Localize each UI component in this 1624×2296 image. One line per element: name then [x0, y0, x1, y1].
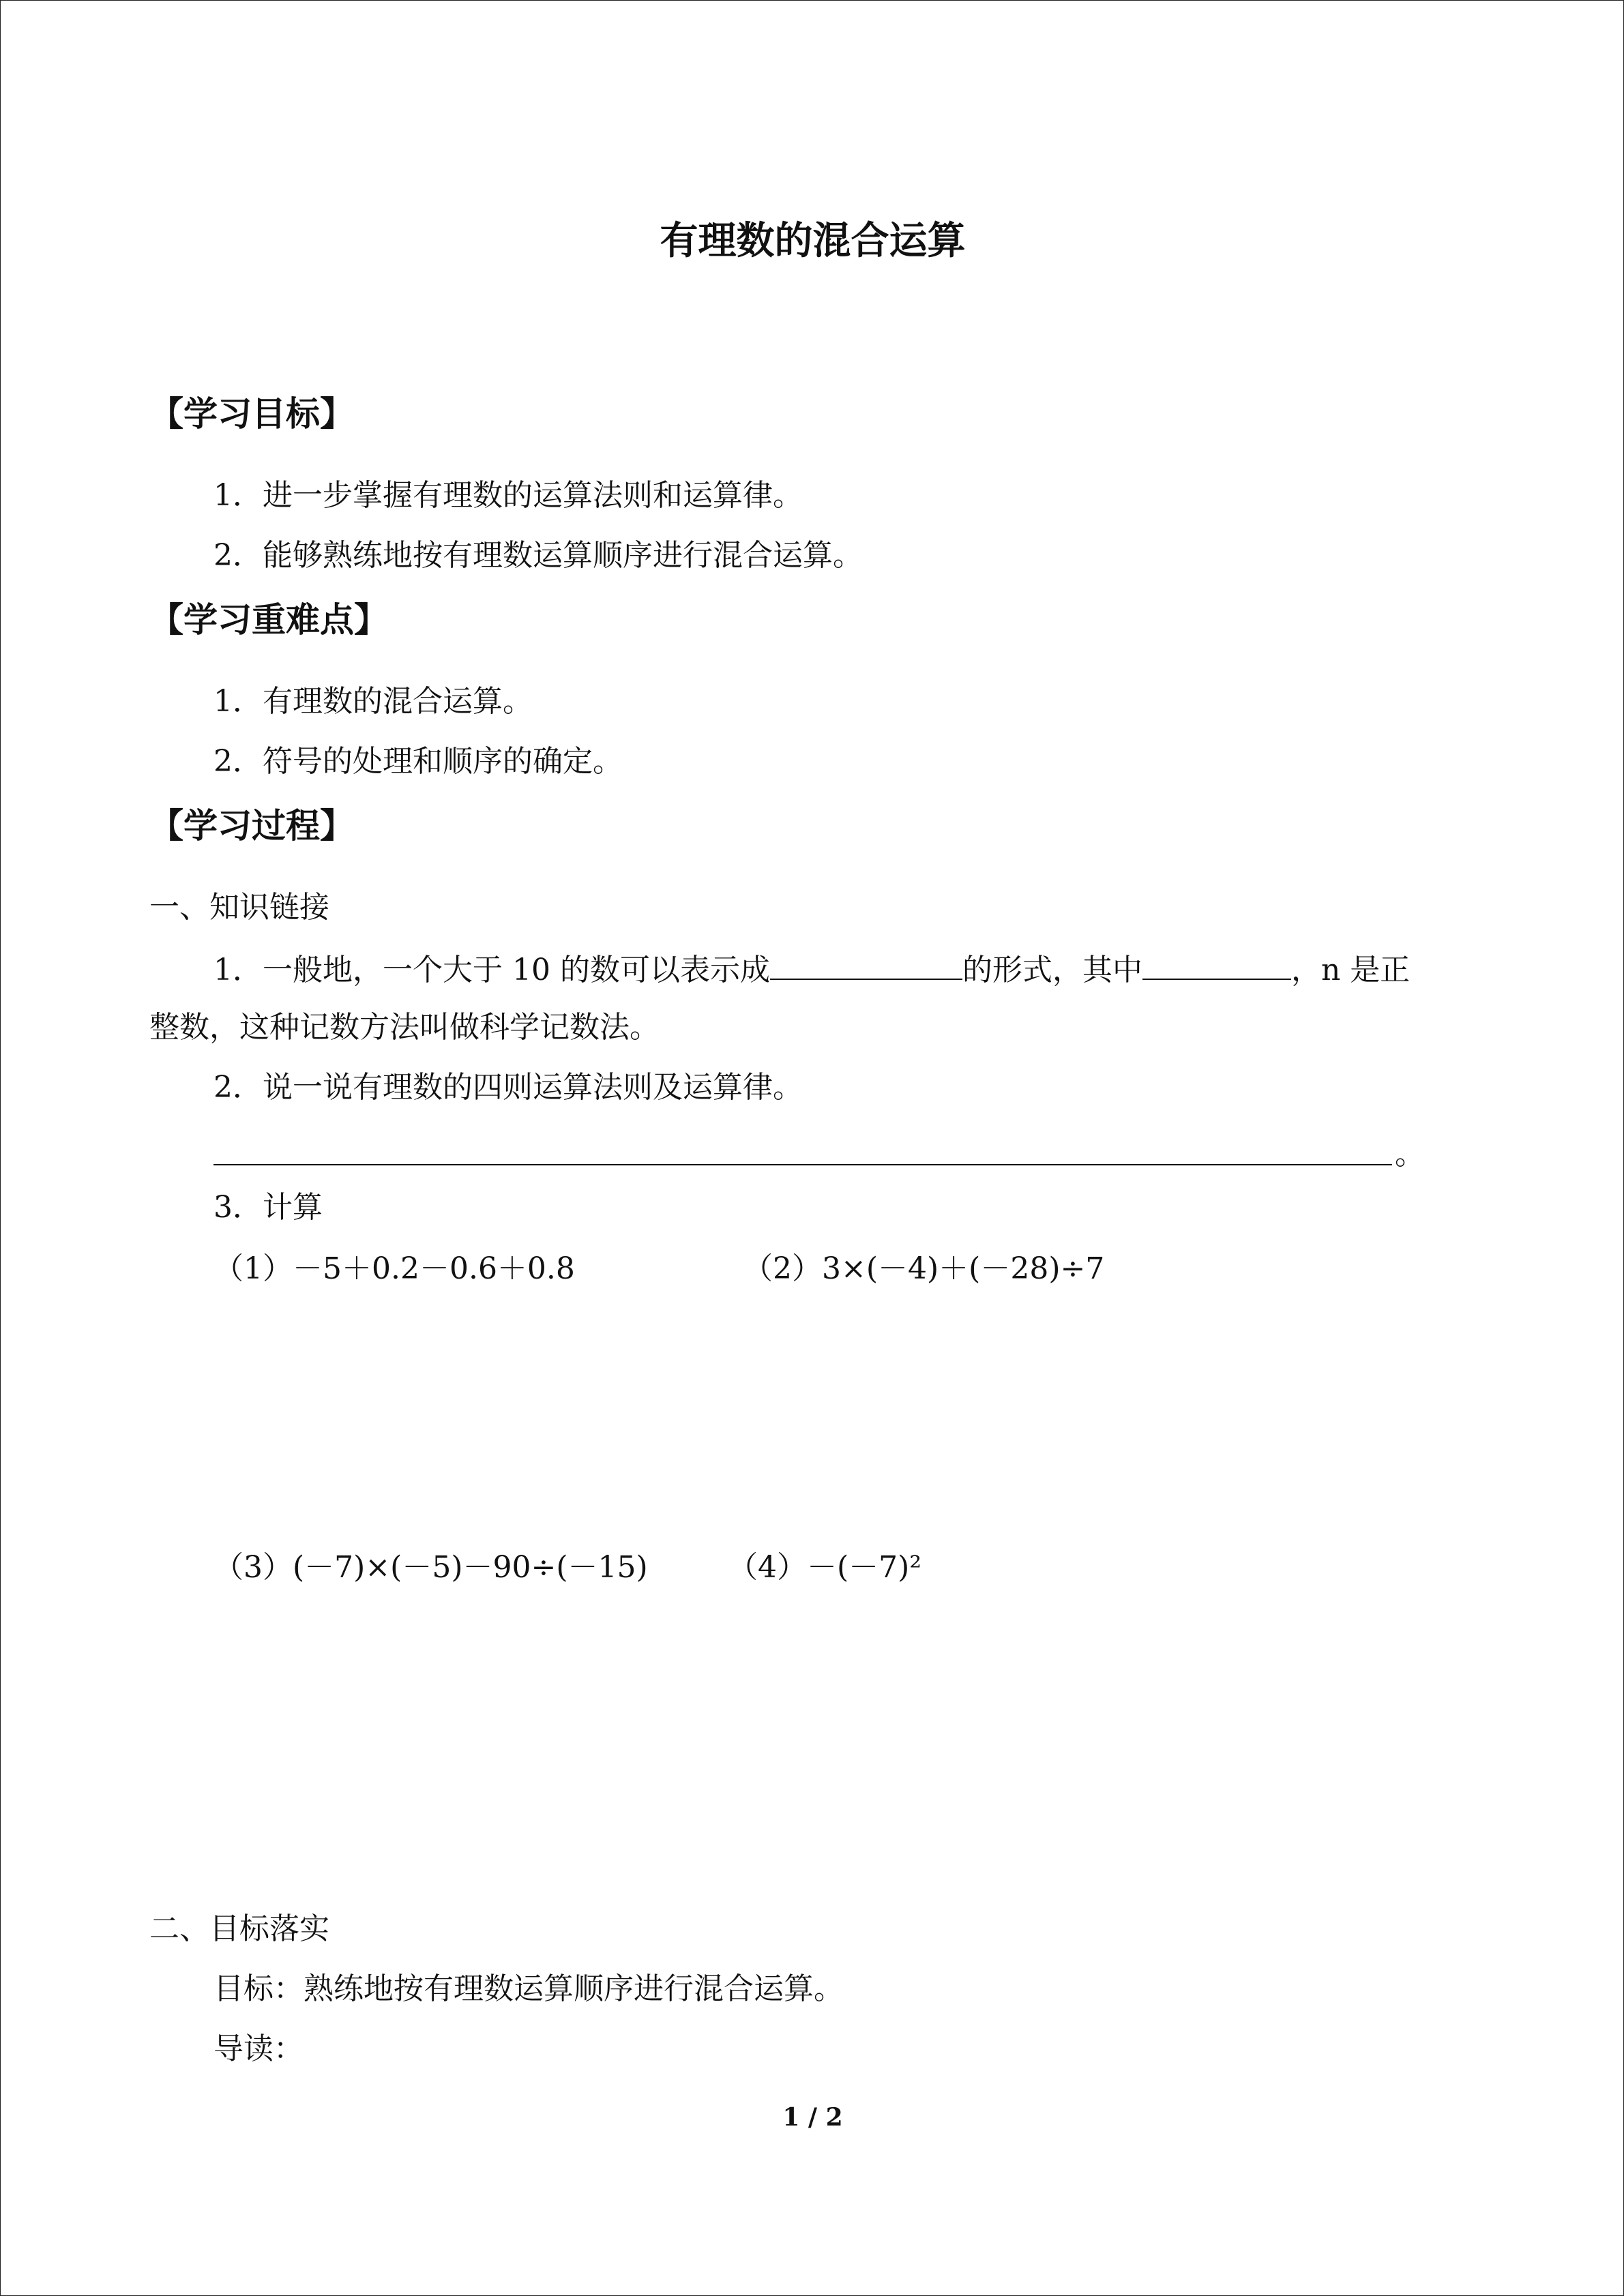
question-1-text-b: 的形式，其中: [962, 953, 1142, 987]
section-heading-process: 【学习过程】: [149, 806, 354, 846]
answer-blank-range[interactable]: [1142, 949, 1291, 980]
section-heading-key-points: 【学习重难点】: [149, 600, 388, 640]
part2-goal: 目标：熟练地按有理数运算顺序进行混合运算。: [213, 1971, 844, 2006]
question-2-text: 2．说一说有理数的四则运算法则及运算律。: [213, 1070, 803, 1105]
key-point-item-2: 2．符号的处理和顺序的确定。: [213, 744, 623, 779]
question-1-continuation: 整数，这种记数方法叫做科学记数法。: [149, 1010, 660, 1045]
part2-guide: 导读：: [213, 2031, 304, 2066]
answer-blank-scientific-form[interactable]: [770, 949, 962, 980]
calc-problem-1: （1）－5＋0.2－0.6＋0.8: [213, 1251, 575, 1286]
section-heading-goals: 【学习目标】: [149, 394, 354, 434]
calc-problem-3: （3）(－7)×(－5)－90÷(－15): [213, 1550, 648, 1585]
page-number: 1 / 2: [782, 2103, 843, 2132]
question-1-text-a: 1．一般地，一个大于 10 的数可以表示成: [213, 953, 770, 987]
calc-problem-2: （2）3×(－4)＋(－28)÷7: [743, 1251, 1105, 1286]
question-1-text-c: ，n 是正: [1290, 953, 1411, 987]
page-title: 有理数的混合运算: [660, 219, 966, 263]
goal-item-2: 2．能够熟练地按有理数运算顺序进行混合运算。: [213, 538, 863, 573]
part2-heading: 二、目标落实: [149, 1911, 329, 1946]
question-3-label: 3．计算: [213, 1190, 323, 1225]
question-1-line: [213, 949, 1410, 989]
answer-line-end-mark: 。: [1395, 1137, 1425, 1172]
key-point-item-1: 1．有理数的混合运算。: [213, 684, 533, 719]
goal-item-1: 1．进一步掌握有理数的运算法则和运算律。: [213, 478, 803, 513]
answer-line-rules[interactable]: [213, 1164, 1392, 1165]
part1-heading: 一、知识链接: [149, 890, 329, 925]
calc-problem-4: （4）－(－7)²: [728, 1550, 921, 1585]
